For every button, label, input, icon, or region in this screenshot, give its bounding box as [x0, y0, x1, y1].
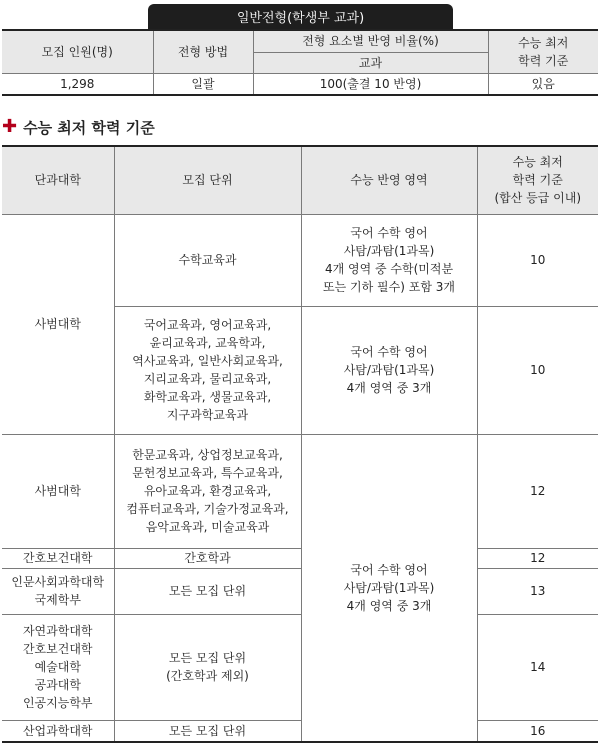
area-cell: 국어 수학 영어 사탐/과탐(1과목) 4개 영역 중 수학(미적분 또는 기하 필수) 포함 3개: [301, 214, 477, 306]
unit-cell: 한문교육과, 상업정보교육과, 문헌정보교육과, 특수교육과, 유아교육과, 환경교육과, 컴퓨터교육과, 기술가정교육과, 음악교육과, 미술교육과: [114, 434, 301, 548]
header-college: 단과대학: [2, 146, 114, 214]
college-cell: 산업과학대학: [2, 720, 114, 742]
unit-cell: 모든 모집 단위: [114, 720, 301, 742]
admission-title-tab: 일반전형(학생부 교과): [148, 4, 453, 29]
min-standard-table: [2, 145, 598, 743]
college-cell: 사범대학: [2, 434, 114, 548]
standard-cell: 10: [477, 214, 598, 306]
standard-cell: 13: [477, 568, 598, 614]
header-ratio-sub: 교과: [253, 52, 488, 73]
unit-cell: 모든 모집 단위 (간호학과 제외): [114, 614, 301, 720]
table-row: [2, 614, 598, 720]
header-recruit-count: 모집 인원(명): [2, 30, 153, 73]
table-row: [2, 214, 598, 306]
standard-cell: 12: [477, 548, 598, 568]
plus-icon: ✚: [2, 116, 18, 137]
standard-cell: 14: [477, 614, 598, 720]
college-cell: 사범대학: [2, 214, 114, 434]
unit-cell: 모든 모집 단위: [114, 568, 301, 614]
table-row: [2, 568, 598, 614]
header-unit: 모집 단위: [114, 146, 301, 214]
section-title: 수능 최저 학력 기준: [23, 118, 155, 137]
header-ratio: 전형 요소별 반영 비율(%): [253, 30, 488, 52]
area-cell: 국어 수학 영어 사탐/과탐(1과목) 4개 영역 중 3개: [301, 306, 477, 434]
section-heading: [2, 114, 155, 140]
header-min-standard: 수능 최저 학력 기준: [488, 30, 598, 73]
header-standard: 수능 최저 학력 기준 (합산 등급 이내): [477, 146, 598, 214]
header-method: 전형 방법: [153, 30, 253, 73]
table-row: [2, 720, 598, 742]
unit-cell: 간호학과: [114, 548, 301, 568]
college-cell: 간호보건대학: [2, 548, 114, 568]
college-cell: 자연과학대학 간호보건대학 예술대학 공과대학 인공지능학부: [2, 614, 114, 720]
header-area: 수능 반영 영역: [301, 146, 477, 214]
table-row: [2, 434, 598, 548]
unit-cell: 수학교육과: [114, 214, 301, 306]
method-value: 일괄: [153, 73, 253, 95]
standard-cell: 10: [477, 306, 598, 434]
area-cell: 국어 수학 영어 사탐/과탐(1과목) 4개 영역 중 3개: [301, 434, 477, 742]
standard-cell: 12: [477, 434, 598, 548]
admission-summary-table: [2, 29, 598, 96]
recruit-count-value: 1,298: [2, 73, 153, 95]
table-row: [2, 548, 598, 568]
college-cell: 인문사회과학대학 국제학부: [2, 568, 114, 614]
unit-cell: 국어교육과, 영어교육과, 윤리교육과, 교육학과, 역사교육과, 일반사회교육과, 지리교육과, 물리교육과, 화학교육과, 생물교육과, 지구과학교육과: [114, 306, 301, 434]
standard-cell: 16: [477, 720, 598, 742]
min-standard-value: 있음: [488, 73, 598, 95]
ratio-value: 100(출결 10 반영): [253, 73, 488, 95]
